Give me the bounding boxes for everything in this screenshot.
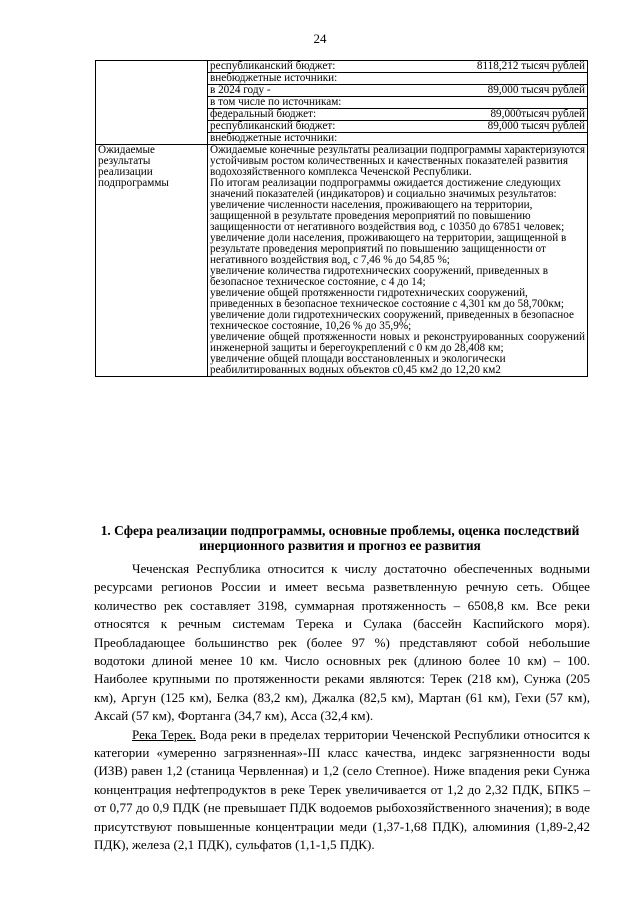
financing-value: 89,000 тысяч рублей [487, 84, 585, 96]
financing-value: 89,000тысяч рублей [490, 108, 585, 120]
section-heading: 1. Сфера реализации подпрограммы, основные проблемы, оценка последствий инерционного развития и прогноз ее развития [100, 523, 580, 553]
body-paragraph [94, 726, 590, 855]
river-terek-text: Вода реки в пределах территории Чеченской Республики относится к категории «умеренно загрязненная»-III класс качества, индекс загрязненности воды (ИЗВ) равен 1,2 (станица Червленная) и 1,2 (село Степное). Ниже впадения реки Сунжа концентрация нефтепродуктов в реке Терек увеличивается от 1,2 до 2,32 ПДК, БПК5 – от 0,77 до 0,9 ПДК (не превышает ПДК водоемов рыбохозяйственного значения); в воде присутствуют повышенные концентрации меди (1,37-1,68 ПДК), алюминия (1,89-2,42 ПДК), железа (2,1 ПДК), сульфатов (1,1-1,5 ПДК). [94, 726, 590, 853]
financing-row [96, 61, 588, 145]
results-paragraph: По итогам реализации подпрограммы ожидается достижение следующих значений показателей (индикаторов) и социально значимых результатов: [210, 177, 561, 200]
results-paragraph: Ожидаемые конечные результаты реализации подпрограммы характеризуются устойчивым ростом количественных и качественных показателей развития водохозяйственного комплекса Чеченской Республики. [210, 144, 585, 178]
financing-label: республиканский бюджет: [210, 120, 336, 132]
page-number: 24 [313, 31, 327, 46]
results-row [96, 145, 588, 377]
passport-table [95, 60, 588, 377]
financing-line [208, 133, 587, 144]
financing-label: федеральный бюджет: [210, 108, 317, 120]
results-item: увеличение общей площади восстановленных и экологически реабилитированных водных объектов с0,45 км2 до 12,20 км2 [210, 353, 506, 376]
financing-label: республиканский бюджет: [210, 60, 336, 72]
results-item: увеличение численности населения, проживающего на территории, защищенной в результате проведения мероприятий по повышению защищенности от негативного воздействия вод, с 10350 до 67851 человек; [210, 199, 565, 233]
financing-label: внебюджетные источники: [210, 72, 338, 84]
results-item: увеличение общей протяженности гидротехнических сооружений, приведенных в безопасное техническое состояние с 4,301 км до 58,700км; [210, 287, 565, 310]
river-terek-heading: Река Терек. [132, 726, 196, 742]
financing-cell [208, 61, 588, 145]
section-body [94, 560, 590, 855]
results-item: увеличение количества гидротехнических сооружений, приведенных в безопасное техническое состояние, с 4 до 14; [210, 265, 548, 288]
body-paragraph: Чеченская Республика относится к числу достаточно обеспеченных водными ресурсами регионов России и имеет весьма разветвленную речную сеть. Общее количество рек составляет 3198, суммарная протяженность – 6508,8 км. Все реки относятся к речным системам Терека и Сулака (бассейн Каспийского моря). Преобладающее большинство рек (более 97 %) представляют собой небольшие водотоки длиной менее 10 км. Число основных рек (длиною более 10 км) – 100. Наиболее крупными по протяженности реками являются: Терек (218 км), Сунжа (205 км), Аргун (125 км), Белка (83,2 км), Джалка (82,5 км), Мартан (61 км), Гехи (57 км), Аксай (57 км), Фортанга (34,7 км), Асса (32,4 км). [94, 561, 590, 724]
financing-value: 89,000 тысяч рублей [487, 120, 585, 132]
results-item: увеличение доли населения, проживающего на территории, защищенной в результате проведения мероприятий по повышению защищенности от негативного воздействия вод, с 7,46 % до 54,85 %; [210, 232, 567, 266]
results-item: увеличение общей протяженности новых и реконструированных сооружений инженерной защиты и берегоукреплений с 0 км до 28,408 км; [210, 331, 585, 354]
financing-label: внебюджетные источники: [210, 132, 338, 144]
financing-label-cell [96, 61, 208, 145]
financing-value: 8118,212 тысяч рублей [476, 60, 585, 72]
results-item: увеличение доли гидротехнических сооружений, приведенных в безопасное техническое состояние, 10,26 % до 35,9%; [210, 309, 574, 332]
results-cell [208, 145, 588, 377]
financing-label: в 2024 году - [210, 84, 271, 96]
financing-label: в том числе по источникам: [210, 96, 342, 108]
results-label: Ожидаемые результаты реализации подпрограммы [96, 145, 208, 377]
